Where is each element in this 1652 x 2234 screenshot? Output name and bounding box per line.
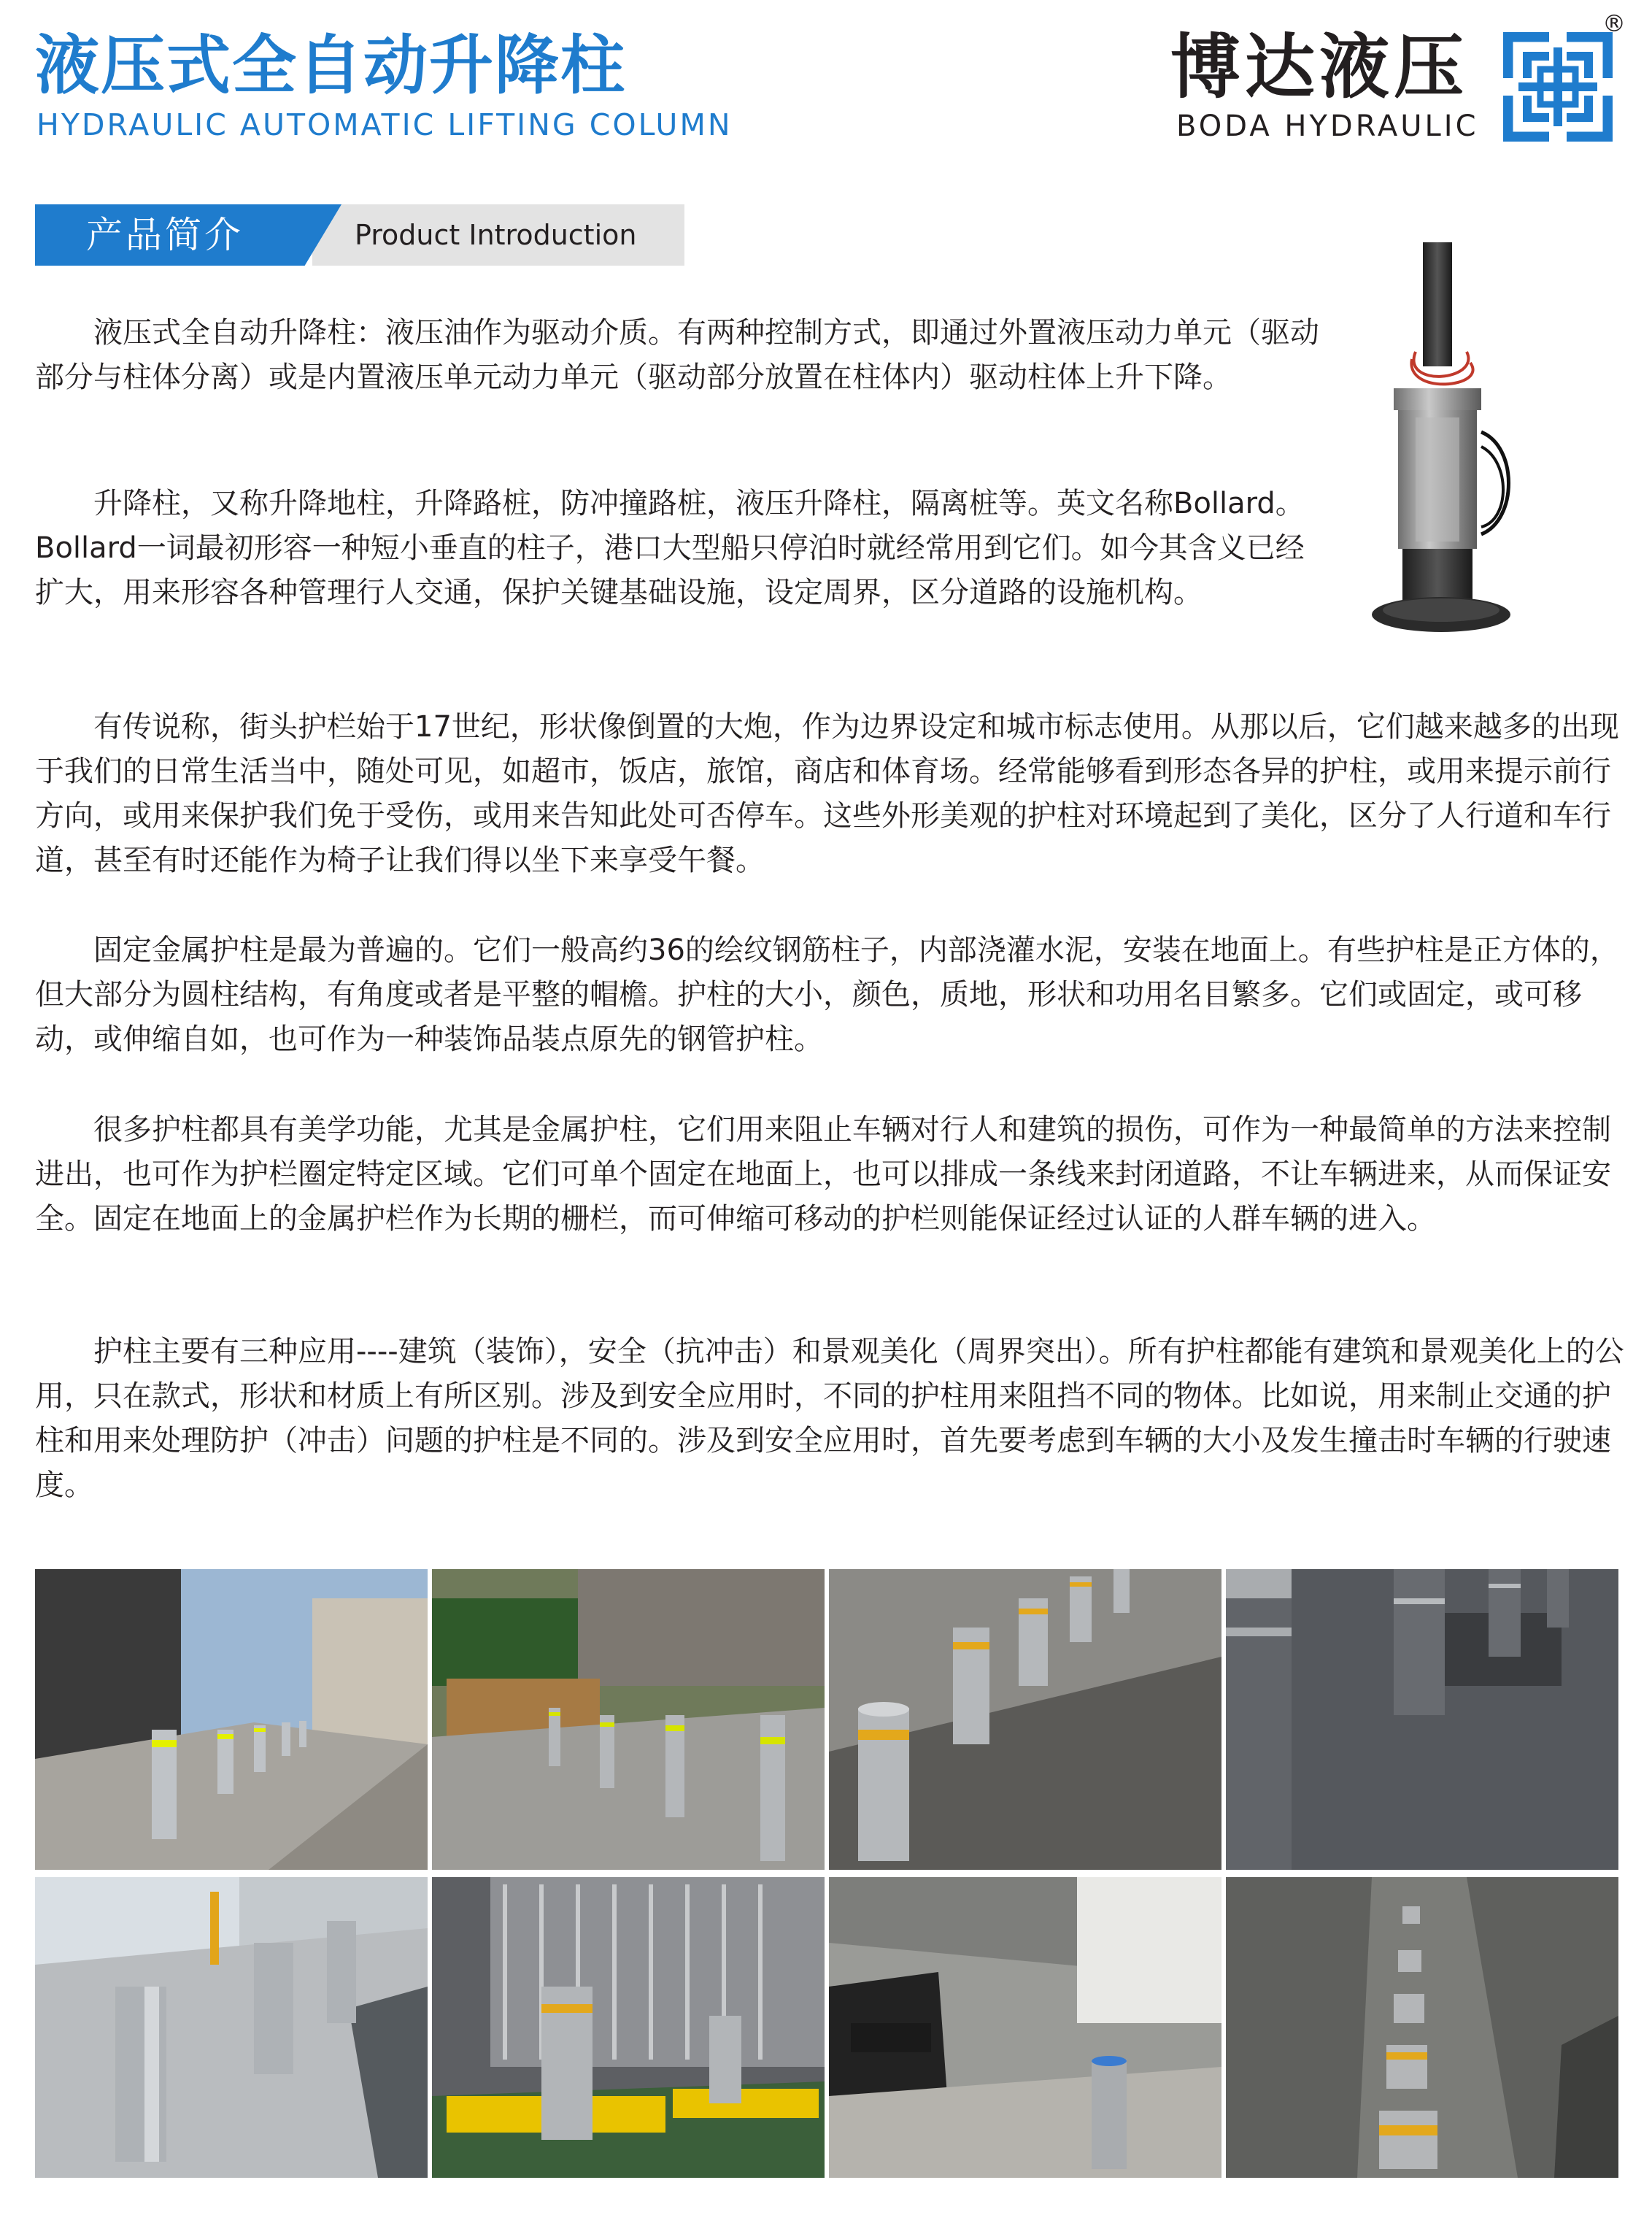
product-image xyxy=(1372,242,1518,658)
gallery-photo xyxy=(1226,1569,1618,1870)
page-subtitle: HYDRAULIC AUTOMATIC LIFTING COLUMN xyxy=(36,107,733,142)
paragraph: 护柱主要有三种应用----建筑（装饰），安全（抗冲击）和景观美化（周界突出）。所有护柱都能有建筑和景观美化上的公用，只在款式，形状和材质上有所区别。涉及到安全应用时，不同的护柱用来阻挡不同的物体。比如说，用来制止交通的护柱和用来处理防护（冲击）问题的护柱是不同的。涉及到安全应用时，首先要考虑到车辆的大小及发生撞击时车辆的行驶速度。 xyxy=(35,1335,1624,1502)
gallery-photo xyxy=(1226,1877,1618,2178)
gallery-photo xyxy=(35,1877,428,2178)
paragraph: 液压式全自动升降柱：液压油作为驱动介质。有两种控制方式，即通过外置液压动力单元（驱动部分与柱体分离）或是内置液压单元动力单元（驱动部分放置在柱体内）驱动柱体上升下降。 xyxy=(35,316,1319,394)
registered-mark: ® xyxy=(1602,9,1626,37)
page-title: 液压式全自动升降柱 xyxy=(35,28,627,103)
gallery-photo xyxy=(432,1569,825,1870)
gallery-photo xyxy=(829,1877,1221,2178)
brand-logo-icon xyxy=(1503,32,1613,142)
gallery-photo xyxy=(35,1569,428,1870)
section-header xyxy=(35,204,684,266)
paragraph: 有传说称，街头护栏始于17世纪，形状像倒置的大炮，作为边界设定和城市标志使用。从那以后，它们越来越多的出现于我们的日常生活当中，随处可见，如超市，饭店，旅馆，商店和体育场。经常能够看到形态各异的护柱，或用来提示前行方向，或用来保护我们免于受伤，或用来告知此处可否停车。这些外形美观的护柱对环境起到了美化，区分了人行道和车行道，甚至有时还能作为椅子让我们得以坐下来享受午餐。 xyxy=(35,710,1619,877)
paragraph: 固定金属护柱是最为普遍的。它们一般高约36的绘纹钢筋柱子，内部浇灌水泥，安装在地面上。有些护柱是正方体的，但大部分为圆柱结构，有角度或者是平整的帽檐。护柱的大小，颜色，质地，形状和功用名目繁多。它们或固定，或可移动，或伸缩自如，也可作为一种装饰品装点原先的钢管护柱。 xyxy=(35,933,1619,1056)
paragraph: 很多护柱都具有美学功能，尤其是金属护柱，它们用来阻止车辆对行人和建筑的损伤，可作为一种最简单的方法来控制进出，也可作为护栏圈定特定区域。它们可单个固定在地面上，也可以排成一条线来封闭道路，不让车辆进来，从而保证安全。固定在地面上的金属护栏作为长期的栅栏，而可伸缩可移动的护栏则能保证经过认证的人群车辆的进入。 xyxy=(35,1113,1611,1236)
paragraph: 升降柱，又称升降地柱，升降路桩，防冲撞路桩，液压升降柱，隔离桩等。英文名称Bollard。Bollard一词最初形容一种短小垂直的柱子，港口大型船只停泊时就经常用到它们。如今其含义已经扩大，用来形容各种管理行人交通，保护关键基础设施，设定周界，区分道路的设施机构。 xyxy=(35,487,1305,609)
gallery-photo xyxy=(432,1877,825,2178)
brand-name: 博达液压 xyxy=(1170,26,1468,108)
section-title-cn: 产品简介 xyxy=(86,214,244,256)
section-title-en: Product Introduction xyxy=(355,219,637,251)
gallery-photo xyxy=(829,1569,1221,1870)
brand-name-en: BODA HYDRAULIC xyxy=(1176,109,1479,143)
